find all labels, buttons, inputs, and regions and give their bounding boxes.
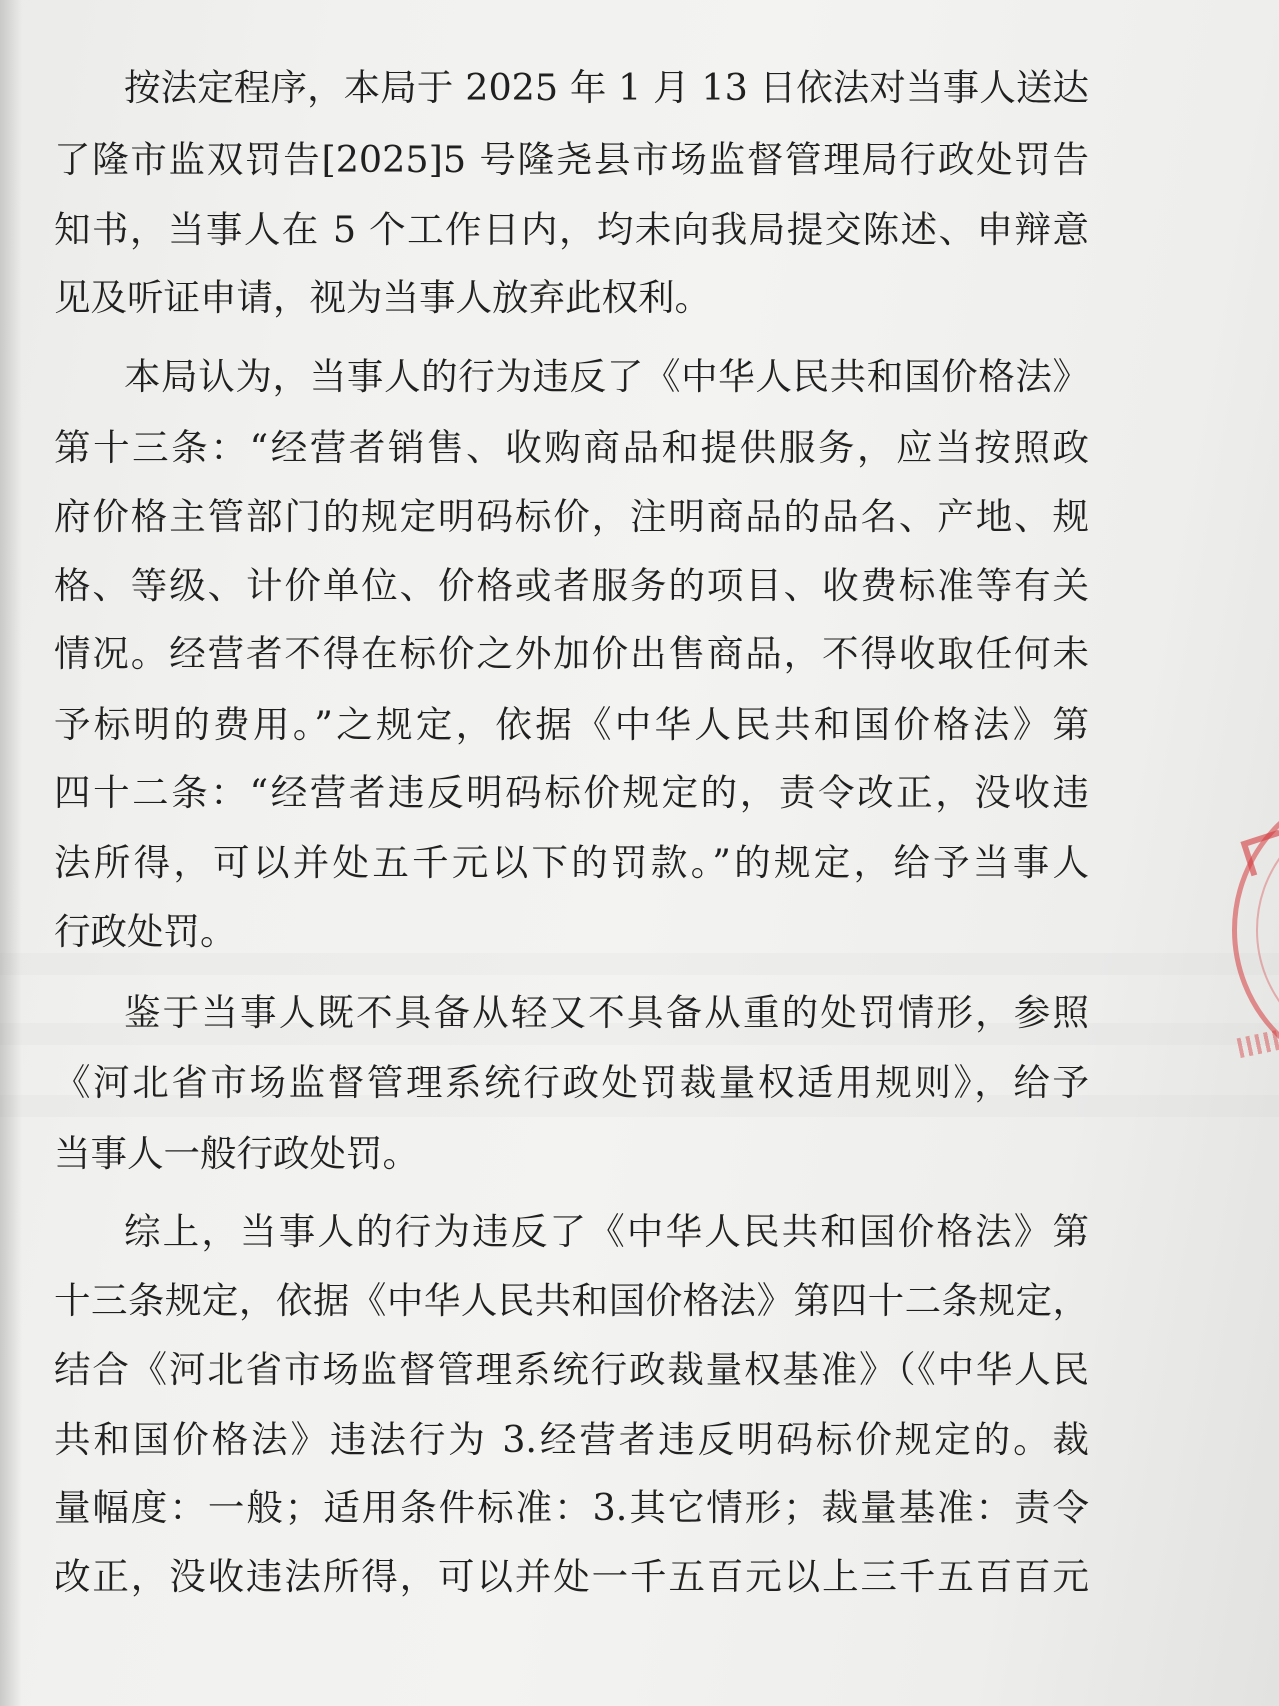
text-line: 改正，没收违法所得，可以并处一千五百元以上三千五百百元 (54, 1555, 1089, 1598)
text-line: 按法定程序，本局于 2025 年 1 月 13 日依法对当事人送达 (124, 66, 1089, 109)
text-line: 共和国价格法》违法行为 3.经营者违反明码标价规定的。裁 (54, 1418, 1089, 1461)
text-line: 综上，当事人的行为违反了《中华人民共和国价格法》第 (124, 1210, 1089, 1253)
text-line: 了隆市监双罚告[2025]5 号隆尧县市场监督管理局行政处罚告 (54, 138, 1089, 181)
text-line: 府价格主管部门的规定明码标价，注明商品的品名、产地、规 (54, 495, 1089, 538)
text-line: 见及听证申请，视为当事人放弃此权利。 (54, 276, 711, 319)
text-line: 第十三条：“经营者销售、收购商品和提供服务，应当按照政 (54, 426, 1089, 469)
text-line: 十三条规定，依据《中华人民共和国价格法》第四十二条规定， (54, 1279, 1089, 1322)
text-line: 鉴于当事人既不具备从轻又不具备从重的处罚情形，参照 (124, 991, 1089, 1034)
text-line: 法所得，可以并处五千元以下的罚款。”的规定，给予当事人 (54, 841, 1089, 884)
text-line: 当事人一般行政处罚。 (54, 1132, 419, 1175)
text-line: 行政处罚。 (54, 910, 237, 953)
text-line: 结合《河北省市场监督管理系统行政裁量权基准》（《中华人民 (54, 1348, 1089, 1391)
text-line: 予标明的费用。”之规定，依据《中华人民共和国价格法》第 (54, 703, 1089, 746)
text-line: 情况。经营者不得在标价之外加价出售商品，不得收取任何未 (54, 632, 1089, 675)
text-line: 本局认为，当事人的行为违反了《中华人民共和国价格法》 (124, 355, 1089, 398)
text-line: 四十二条：“经营者违反明码标价规定的，责令改正，没收违 (54, 771, 1089, 814)
text-line: 知书，当事人在 5 个工作日内，均未向我局提交陈述、申辩意 (54, 208, 1089, 251)
text-line: 《河北省市场监督管理系统行政处罚裁量权适用规则》，给予 (54, 1061, 1089, 1104)
text-line: 量幅度：一般；适用条件标准：3.其它情形；裁量基准：责令 (54, 1486, 1089, 1529)
text-line: 格、等级、计价单位、价格或者服务的项目、收费标准等有关 (54, 564, 1089, 607)
